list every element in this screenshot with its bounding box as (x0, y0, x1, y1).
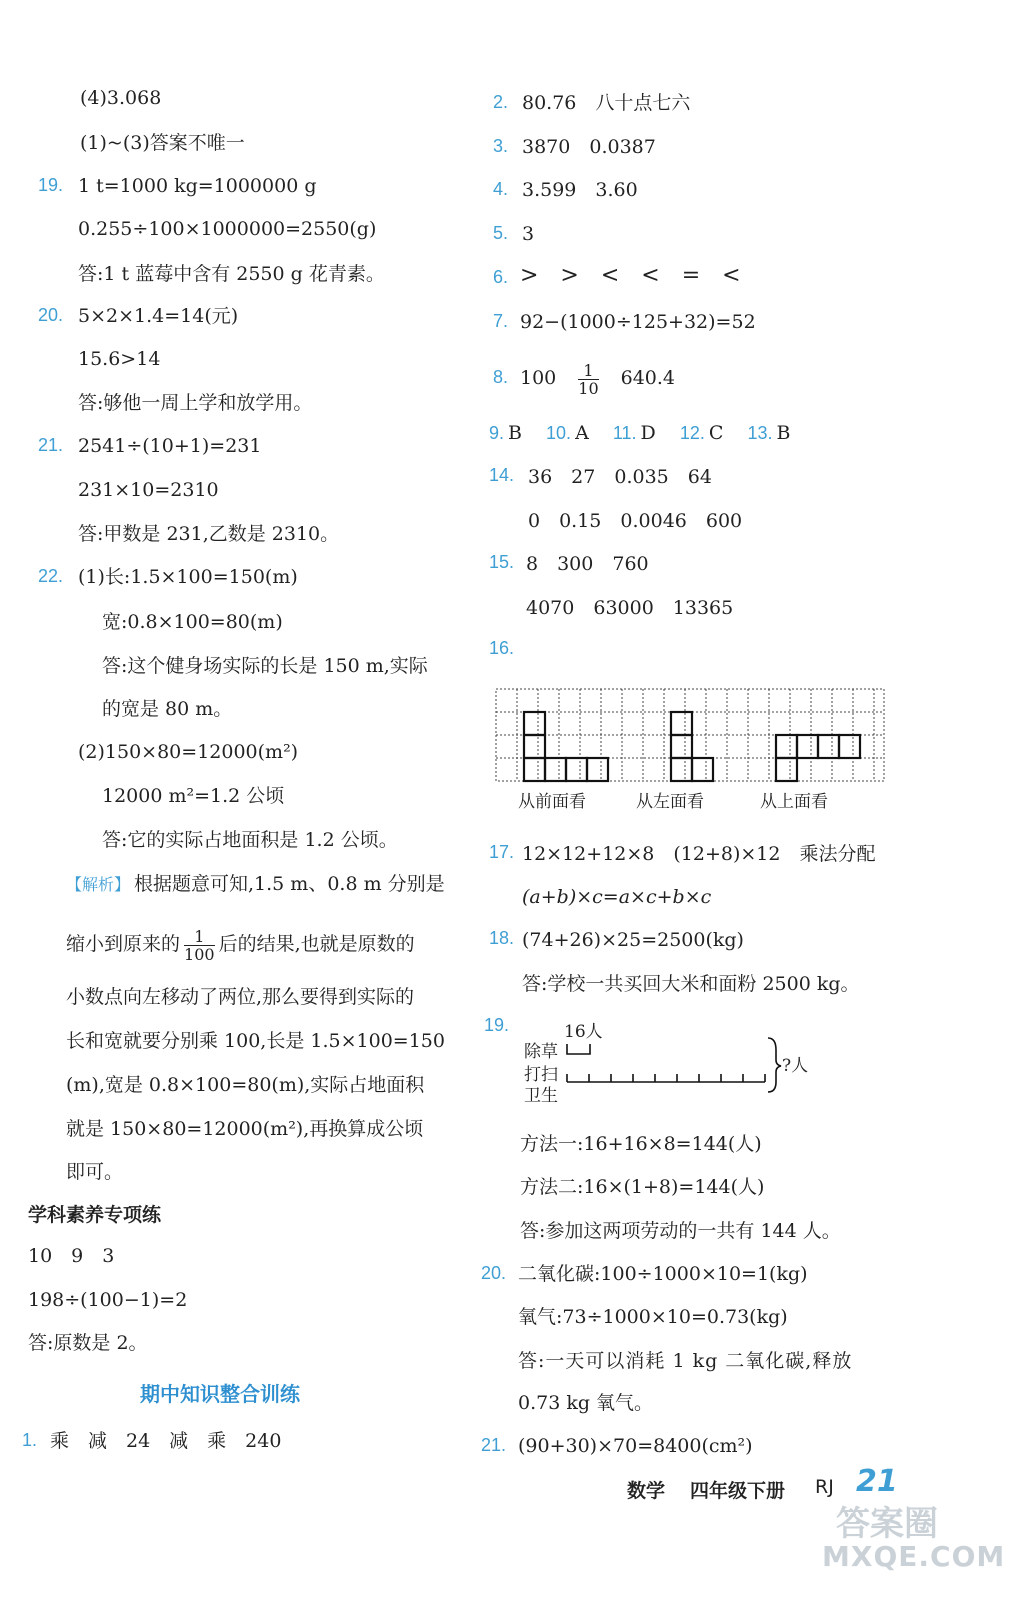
left-view-shape (671, 712, 713, 781)
q21-line2: 231×10=2310 (78, 479, 219, 501)
q19-method2: 方法二:16×(1+8)=144(人) (520, 1176, 765, 1198)
q8-number: 8. (493, 367, 509, 387)
q3-number: 3. (493, 136, 509, 156)
q16-number: 16. (489, 638, 515, 658)
q15-number: 15. (489, 552, 515, 572)
analysis-text2a: 缩小到原来的 (66, 933, 181, 955)
special-line1: 10 9 3 (28, 1245, 115, 1267)
q1-answer: 乘 减 24 减 乘 240 (50, 1430, 282, 1452)
q21-number-right: 21. (481, 1435, 507, 1455)
q18-part4-answer: (4)3.068 (80, 87, 162, 109)
q15-line1: 8 300 760 (526, 553, 649, 575)
q14-number: 14. (489, 465, 515, 485)
q4-number: 4. (493, 179, 509, 199)
chapter-banner: 期中知识整合训练 (140, 1382, 300, 1406)
analysis-line1 (66, 872, 445, 897)
q7-number: 7. (493, 311, 509, 331)
special-line2: 198÷(100−1)=2 (28, 1289, 188, 1311)
q12-number: 12. (679, 423, 705, 443)
q18-answer: 答:学校一共买回大米和面粉 2500 kg。 (522, 973, 860, 995)
fraction-1-100 (184, 928, 215, 963)
fraction-1-10 (578, 362, 598, 397)
q11-answer: D (640, 422, 656, 444)
q21-line1: 2541÷(10+1)=231 (78, 435, 262, 457)
q19-row-cleaning-2: 卫生 (524, 1086, 558, 1106)
analysis-line6: 就是 150×80=12000(m²),再换算成公顷 (66, 1118, 424, 1140)
q12-answer: C (708, 422, 724, 444)
q22-line2: 宽:0.8×100=80(m) (102, 611, 283, 633)
front-view-shape (524, 712, 608, 781)
q20-line1: 5×2×1.4=14(元) (78, 305, 239, 327)
analysis-text1: 根据题意可知,1.5 m、0.8 m 分别是 (134, 873, 445, 895)
q21-number: 21. (38, 435, 64, 455)
watermark-url: MXQE.COM (822, 1540, 1006, 1573)
q19-line2: 0.255÷100×1000000=2550(g) (78, 218, 377, 240)
q19-answer-right: 答:参加这两项劳动的一共有 144 人。 (520, 1220, 841, 1242)
page-number: 21 (856, 1464, 898, 1499)
q22-line1: (1)长:1.5×100=150(m) (78, 566, 298, 588)
q20-line2: 15.6>14 (78, 348, 161, 370)
fraction-denominator: 10 (578, 378, 599, 398)
q14-line1: 36 27 0.035 64 (528, 466, 712, 488)
q9-answer: B (508, 422, 522, 444)
q20-answer: 答:够他一周上学和放学用。 (78, 392, 313, 414)
q22-line3: 答:这个健身场实际的长是 150 m,实际 (102, 655, 428, 677)
q21-answer-right: (90+30)×70=8400(cm²) (518, 1435, 753, 1457)
q22-answer: 答:它的实际占地面积是 1.2 公顷。 (102, 829, 398, 851)
q13-answer: B (776, 422, 791, 444)
fraction-numerator: 1 (583, 360, 594, 380)
q19-segment-label: 16人 (564, 1022, 603, 1042)
three-views-diagram (495, 688, 887, 784)
left-view-label: 从左面看 (636, 792, 704, 812)
line-segment-diagram (562, 1036, 782, 1096)
q13-number: 13. (747, 423, 773, 443)
q22-line5: (2)150×80=12000(m²) (78, 741, 299, 763)
q17-line1: 12×12+12×8 (12+8)×12 乘法分配 (522, 843, 876, 865)
special-answer: 答:原数是 2。 (28, 1332, 148, 1354)
fraction-numerator: 1 (194, 926, 205, 946)
q8-part1: 100 (520, 367, 557, 389)
q18-line1: (74+26)×25=2500(kg) (522, 929, 744, 951)
q19-method1: 方法一:16+16×8=144(人) (520, 1133, 762, 1155)
q20-line4-right: 0.73 kg 氧气。 (518, 1392, 654, 1414)
weeding-segment (567, 1044, 590, 1054)
q20-line3-right: 答:一天可以消耗 1 kg 二氧化碳,释放 (518, 1350, 853, 1372)
q19-line1: 1 t=1000 kg=1000000 g (78, 175, 317, 197)
analysis-line2 (66, 924, 415, 964)
q19-total-label: ?人 (782, 1056, 809, 1076)
q7-answer: 92−(1000÷125+32)=52 (520, 311, 756, 333)
q20-line1-right: 二氧化碳:100÷1000×10=1(kg) (518, 1263, 808, 1285)
q10-answer: A (575, 422, 589, 444)
analysis-line7: 即可。 (66, 1161, 124, 1183)
section-title: 学科素养专项练 (28, 1204, 162, 1226)
q10-number: 10. (546, 423, 572, 443)
q5-number: 5. (493, 223, 509, 243)
q3-answer: 3870 0.0387 (522, 136, 656, 158)
top-view-shape (776, 735, 860, 781)
q22-number: 22. (38, 566, 64, 586)
analysis-text2b: 后的结果,也就是原数的 (218, 933, 415, 955)
q19-number-right: 19. (484, 1015, 510, 1035)
analysis-line4: 长和宽就要分别乘 100,长是 1.5×100=150 (66, 1030, 445, 1052)
q1-number: 1. (22, 1430, 38, 1450)
analysis-line3: 小数点向左移动了两位,那么要得到实际的 (66, 986, 415, 1008)
q19-answer: 答:1 t 蓝莓中含有 2550 g 花青素。 (78, 263, 385, 285)
q9-13-row (489, 421, 790, 445)
q20-number-right: 20. (481, 1263, 507, 1283)
q19-row-cleaning-1: 打扫 (524, 1065, 558, 1085)
q5-answer: 3 (522, 223, 535, 245)
q8-part3: 640.4 (620, 367, 676, 389)
q19-row-weeding: 除草 (524, 1042, 558, 1062)
q17-number: 17. (489, 842, 515, 862)
q2-answer: 80.76 八十点七六 (522, 92, 691, 114)
q11-number: 11. (612, 423, 637, 443)
q20-line2-right: 氧气:73÷1000×10=0.73(kg) (518, 1306, 788, 1328)
footer-subject: 数学 (627, 1480, 666, 1502)
q18-number: 18. (489, 928, 515, 948)
q14-line2: 0 0.15 0.0046 600 (528, 510, 743, 532)
footer-edition: RJ (815, 1476, 834, 1498)
q19-number: 19. (38, 175, 64, 195)
q22-line6: 12000 m²=1.2 公顷 (102, 785, 285, 807)
top-view-label: 从上面看 (760, 792, 828, 812)
q21-answer: 答:甲数是 231,乙数是 2310。 (78, 523, 340, 545)
front-view-label: 从前面看 (518, 792, 586, 812)
q17-line2: (a+b)×c=a×c+b×c (522, 886, 712, 908)
analysis-line5: (m),宽是 0.8×100=80(m),实际占地面积 (66, 1074, 425, 1096)
q9-number: 9. (489, 423, 505, 443)
q8-answer (520, 358, 675, 398)
analysis-tag: 【解析】 (66, 875, 131, 894)
q18-note: (1)~(3)答案不唯一 (80, 132, 245, 154)
q22-line4: 的宽是 80 m。 (102, 698, 233, 720)
q4-answer: 3.599 3.60 (522, 179, 638, 201)
fraction-denominator: 100 (184, 944, 215, 964)
footer-grade: 四年级下册 (690, 1480, 786, 1502)
q6-number: 6. (493, 267, 509, 287)
q15-line2: 4070 63000 13365 (526, 597, 734, 619)
watermark-logo: 答案圈 (836, 1504, 938, 1544)
total-brace (768, 1038, 781, 1092)
q2-number: 2. (493, 92, 509, 112)
q20-number: 20. (38, 305, 64, 325)
q6-answer: > > < < = < (520, 263, 741, 288)
